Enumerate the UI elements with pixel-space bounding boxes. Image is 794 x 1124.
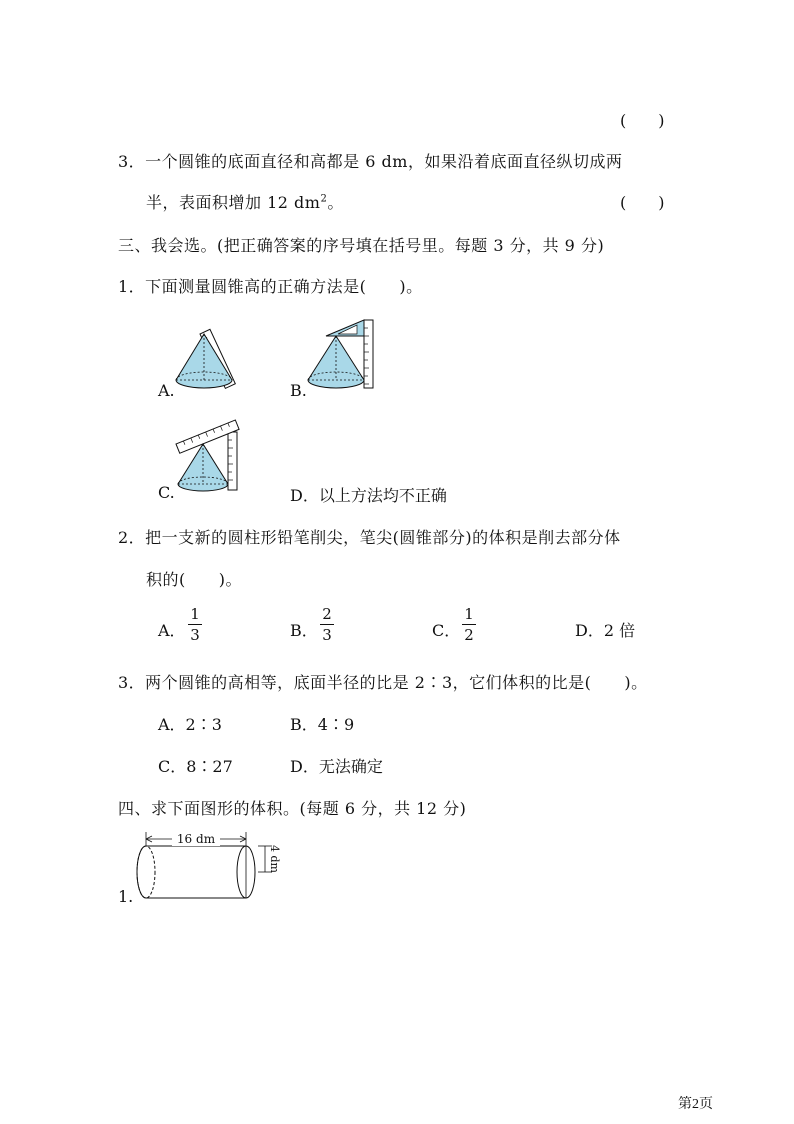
fraction-bar: [188, 624, 202, 625]
fraction-bar: [320, 624, 334, 625]
option-a-label: A.: [158, 381, 175, 400]
q2-option-c-label: C．: [432, 621, 461, 640]
q3-option-b: B．4∶9: [290, 715, 355, 734]
answer-bracket-prev: ( ): [620, 111, 665, 130]
vertical-ruler: [364, 320, 373, 388]
section4-title: 四、求下面图形的体积。(每题 6 分，共 12 分): [118, 799, 467, 818]
judge-q3-superscript: 2: [320, 193, 328, 205]
fraction-numerator: 1: [190, 605, 200, 623]
q2-option-d: D．2 倍: [575, 621, 636, 640]
option-b-cone-figure: [302, 316, 382, 394]
vertical-ruler: [228, 432, 237, 490]
section4-q1-label: 1.: [118, 887, 134, 906]
option-c-cone-figure: [172, 414, 244, 494]
cylinder-length-label: 16 dm: [172, 832, 220, 846]
section3-q2-line2: 积的( )。: [146, 570, 242, 589]
judge-q3-text-end: 。: [327, 193, 344, 212]
option-d-text: D．以上方法均不正确: [290, 486, 447, 505]
fraction-bar: [462, 624, 476, 625]
q2-option-a-label: A．: [158, 621, 186, 640]
judge-q3-text: 半，表面积增加 12 dm: [146, 193, 321, 212]
section3-title: 三、我会选。(把正确答案的序号填在括号里。每题 3 分，共 9 分): [118, 236, 605, 255]
section3-q1-stem: 1．下面测量圆锥高的正确方法是( )。: [118, 277, 423, 296]
fraction-numerator: 1: [464, 605, 474, 623]
section3-q3-stem: 3．两个圆锥的高相等，底面半径的比是 2∶3，它们体积的比是( )。: [118, 673, 648, 692]
option-b-label: B.: [290, 381, 307, 400]
cylinder-diameter-label: 4 dm: [268, 845, 281, 873]
fraction-denominator: 2: [464, 626, 474, 644]
q2-option-c-fraction: [462, 606, 476, 643]
page-number: 第2页: [678, 1097, 713, 1112]
q3-option-a: A．2∶3: [158, 715, 222, 734]
q3-option-d: D．无法确定: [290, 757, 383, 776]
judge-q3-bracket: ( ): [620, 193, 665, 212]
judge-q3-line1: 3．一个圆锥的底面直径和高都是 6 dm，如果沿着底面直径纵切成两: [118, 152, 623, 171]
fraction-numerator: 2: [322, 605, 332, 623]
fraction-denominator: 3: [322, 626, 332, 644]
q2-option-b-label: B．: [290, 621, 318, 640]
fraction-denominator: 3: [190, 626, 200, 644]
q2-option-b-fraction: [320, 606, 334, 643]
q2-option-a-fraction: [188, 606, 202, 643]
option-a-cone-figure: [170, 322, 250, 394]
option-c-label: C.: [158, 483, 175, 502]
q3-option-c: C．8∶27: [158, 757, 233, 776]
judge-q3-line2: [146, 190, 344, 213]
section3-q2-line1: 2．把一支新的圆柱形铅笔削尖，笔尖(圆锥部分)的体积是削去部分体: [118, 528, 621, 547]
